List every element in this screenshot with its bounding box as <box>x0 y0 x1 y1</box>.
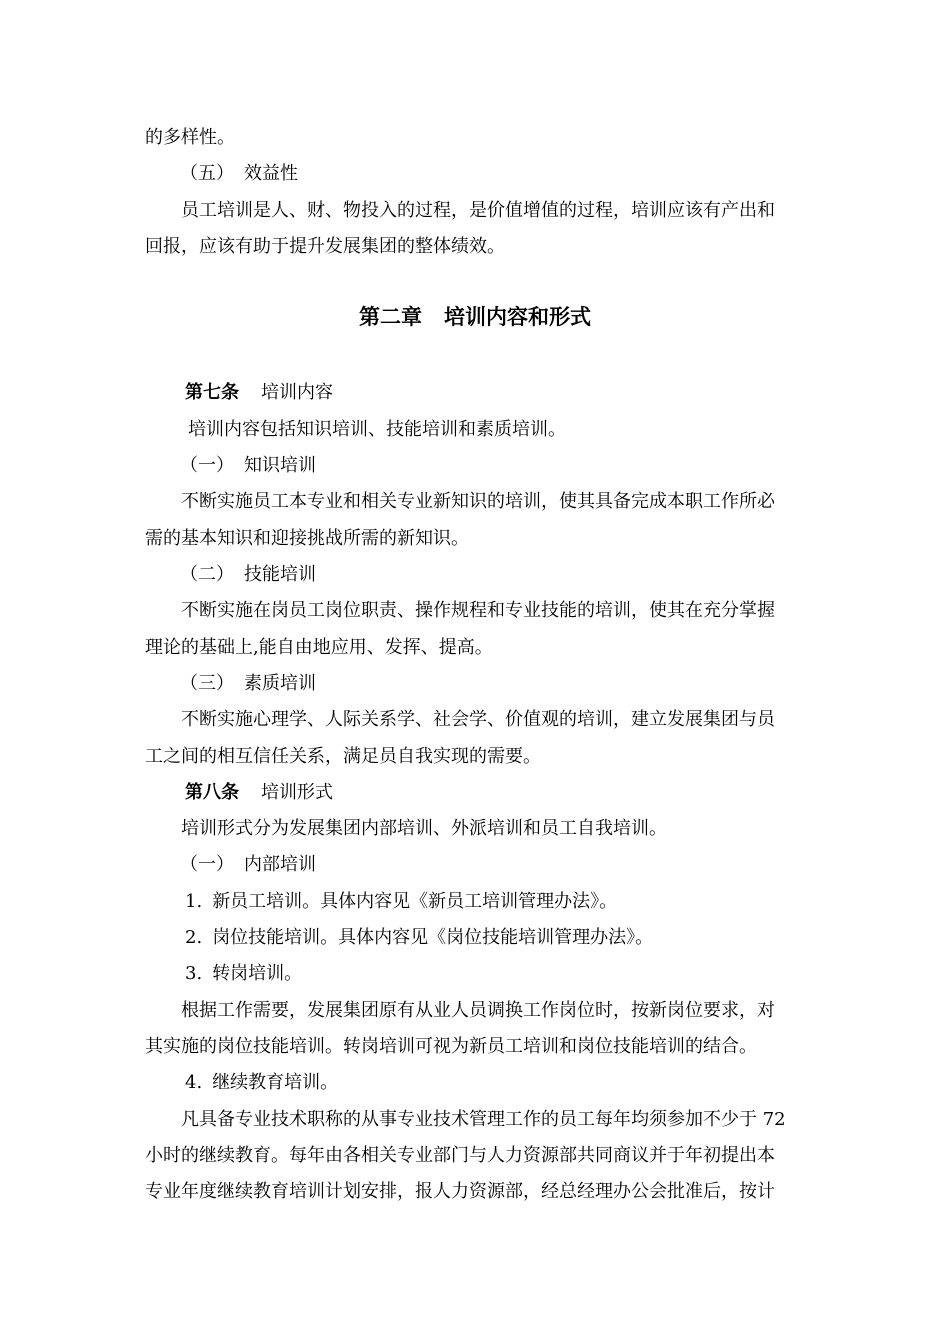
section-heading-3 <box>180 672 316 696</box>
section-heading-internal <box>180 853 316 877</box>
section-number: （三） <box>180 673 234 694</box>
chapter-heading <box>0 303 950 331</box>
paragraph-line: 根据工作需要，发展集团原有从业人员调换工作岗位时，按新岗位要求，对 <box>181 1000 775 1021</box>
article-8-heading <box>185 781 333 805</box>
paragraph-line: 回报，应该有助于提升发展集团的整体绩效。 <box>145 236 505 257</box>
paragraph-line: 员工培训是人、财、物投入的过程，是价值增值的过程，培训应该有产出和 <box>181 200 775 221</box>
section-heading-5 <box>180 162 298 186</box>
paragraph-line: 工之间的相互信任关系，满足员自我实现的需要。 <box>145 746 541 767</box>
section-number: （五） <box>180 163 234 184</box>
list-number: 1. <box>185 891 203 912</box>
chapter-number: 第二章 <box>359 304 422 329</box>
list-text: 转岗培训。 <box>212 963 303 984</box>
list-item <box>185 890 617 914</box>
list-item <box>185 1071 338 1095</box>
section-heading-1 <box>180 454 316 478</box>
paragraph-line: 不断实施员工本专业和相关专业新知识的培训，使其具备完成本职工作所必 <box>181 491 775 512</box>
section-number: （二） <box>180 564 234 585</box>
paragraph-line: 需的基本知识和迎接挑战所需的新知识。 <box>145 528 469 549</box>
paragraph-line: 小时的继续教育。每年由各相关专业部门与人力资源部共同商议并于年初提出本 <box>145 1145 775 1166</box>
section-title: 技能培训 <box>244 564 316 585</box>
article-number: 第七条 <box>185 382 239 403</box>
chapter-title: 培训内容和形式 <box>444 304 591 329</box>
paragraph-line: 理论的基础上,能自由地应用、发挥、提高。 <box>145 637 493 658</box>
section-title: 内部培训 <box>244 854 316 875</box>
list-text: 岗位技能培训。具体内容见《岗位技能培训管理办法》。 <box>212 927 654 948</box>
list-number: 4. <box>185 1072 203 1093</box>
section-title: 知识培训 <box>244 455 316 476</box>
paragraph-line: 专业年度继续教育培训计划安排，报人力资源部，经总经理办公会批准后，按计 <box>145 1181 775 1202</box>
paragraph-line: 其实施的岗位技能培训。转岗培训可视为新员工培训和岗位技能培训的结合。 <box>145 1036 757 1057</box>
section-number: （一） <box>180 455 234 476</box>
list-text: 新员工培训。具体内容见《新员工培训管理办法》。 <box>212 891 618 912</box>
paragraph-line: 不断实施在岗员工岗位职责、操作规程和专业技能的培训，使其在充分掌握 <box>181 600 775 621</box>
section-number: （一） <box>180 854 234 875</box>
section-title: 效益性 <box>244 163 298 184</box>
paragraph-line: 凡具备专业技术职称的从事专业技术管理工作的员工每年均须参加不少于 72 <box>181 1109 786 1130</box>
list-item <box>185 962 302 986</box>
section-title: 素质培训 <box>244 673 316 694</box>
article-title: 培训形式 <box>261 782 333 803</box>
list-item <box>185 926 653 950</box>
paragraph-line: 不断实施心理学、人际关系学、社会学、价值观的培训，建立发展集团与员 <box>181 709 775 730</box>
paragraph-line: 培训形式分为发展集团内部培训、外派培训和员工自我培训。 <box>181 818 667 839</box>
section-heading-2 <box>180 563 316 587</box>
list-number: 3. <box>185 963 203 984</box>
list-text: 继续教育培训。 <box>212 1072 339 1093</box>
paragraph-line: 培训内容包括知识培训、技能培训和素质培训。 <box>188 419 566 440</box>
list-number: 2. <box>185 927 203 948</box>
article-number: 第八条 <box>185 782 239 803</box>
paragraph-line: 的多样性。 <box>145 127 235 148</box>
article-7-heading <box>185 381 333 405</box>
article-title: 培训内容 <box>261 382 333 403</box>
